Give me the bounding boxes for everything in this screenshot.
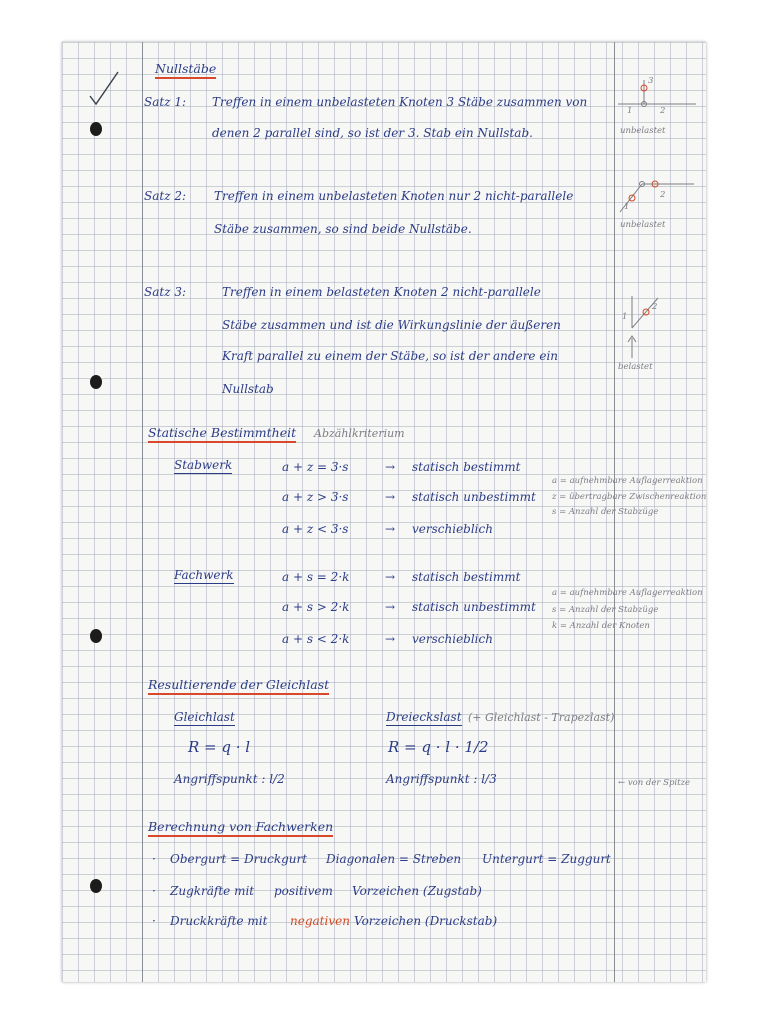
fachwerk-label: Fachwerk	[174, 568, 234, 582]
dreieckslast-label: Dreieckslast	[386, 710, 462, 724]
nullstaebe-heading: Nullstäbe	[155, 62, 216, 76]
stabwerk-equation: a + z > 3·s	[282, 490, 349, 504]
satz3-text-line: Kraft parallel zu einem der Stäbe, so ist der andere ein	[222, 349, 559, 363]
truss-node-sketch-2	[618, 176, 698, 221]
fachwerk-result: verschieblich	[412, 632, 493, 646]
sketch-node-number: 1	[622, 312, 628, 322]
fachwerk-equation: a + s < 2·k	[282, 632, 350, 646]
satz1-text-line: Treffen in einem unbelasteten Knoten 3 Stäbe zusammen von	[212, 95, 588, 109]
fachwerk-legend-line: a = aufnehmbare Auflagerreaktion	[552, 588, 703, 598]
sketch-node-number: 2	[652, 302, 658, 312]
punch-hole	[90, 375, 102, 389]
arrow-icon: →	[385, 490, 396, 504]
dreieckslast-note: (+ Gleichlast - Trapezlast)	[468, 711, 615, 724]
sketch-caption: belastet	[618, 362, 653, 372]
fachwerk-legend-line: s = Anzahl der Stabzüge	[552, 605, 659, 615]
stabwerk-legend-line: a = aufnehmbare Auflagerreaktion	[552, 476, 703, 486]
dreieckslast-formula: R = q · l · 1/2	[388, 738, 489, 756]
satz1-label: Satz 1:	[144, 95, 187, 109]
fachwerk-equation: a + s = 2·k	[282, 570, 350, 584]
fachwerk-result: statisch bestimmt	[412, 570, 521, 584]
stabwerk-result: statisch bestimmt	[412, 460, 521, 474]
bullet-icon: ·	[152, 914, 156, 928]
bullet-text: Untergurt = Zuggurt	[482, 852, 611, 866]
truss-node-sketch-3	[618, 294, 698, 364]
fachwerk-result: statisch unbestimmt	[412, 600, 536, 614]
bullet-text: Obergurt = Druckgurt	[170, 852, 308, 866]
satz3-text-line: Stäbe zusammen und ist die Wirkungslinie der äußeren	[222, 318, 561, 332]
satz1-text-line: denen 2 parallel sind, so ist der 3. Stab ein Nullstab.	[212, 126, 533, 140]
satz3-text-line: Nullstab	[222, 382, 274, 396]
stabwerk-result: statisch unbestimmt	[412, 490, 536, 504]
bullet-text: Diagonalen = Streben	[326, 852, 462, 866]
statik-subtitle: Abzählkriterium	[314, 427, 405, 440]
truss-node-sketch-1	[618, 76, 698, 126]
sketch-node-number: 1	[627, 106, 633, 116]
arrow-icon: →	[385, 600, 396, 614]
gleichlast-heading: Resultierende der Gleichlast	[148, 678, 329, 692]
stabwerk-legend-line: s = Anzahl der Stabzüge	[552, 507, 659, 517]
fachwerk-equation: a + s > 2·k	[282, 600, 350, 614]
side-note: ← von der Spitze	[618, 778, 691, 788]
arrow-icon: →	[385, 460, 396, 474]
notebook-page	[62, 42, 706, 982]
sketch-caption: unbelastet	[620, 220, 666, 230]
arrow-icon: →	[385, 632, 396, 646]
sketch-caption: unbelastet	[620, 126, 666, 136]
sketch-node-number: 2	[660, 190, 666, 200]
arrow-icon: →	[385, 522, 396, 536]
punch-hole	[90, 879, 102, 893]
stabwerk-result: verschieblich	[412, 522, 493, 536]
punch-hole	[90, 122, 102, 136]
bullet-text-highlight: positivem	[274, 884, 333, 898]
arrow-icon: →	[385, 570, 396, 584]
stabwerk-equation: a + z = 3·s	[282, 460, 349, 474]
dreieckslast-angriffspunkt: Angriffspunkt : l/3	[386, 772, 497, 786]
statik-heading: Statische Bestimmtheit	[148, 426, 296, 440]
gleichlast-angriffspunkt: Angriffspunkt : l/2	[174, 772, 285, 786]
check-mark-icon	[88, 70, 120, 106]
bullet-icon: ·	[152, 884, 156, 898]
bullet-text: Vorzeichen (Zugstab)	[352, 884, 482, 898]
sketch-node-number: 3	[648, 76, 654, 86]
bullet-text: Zugkräfte mit	[170, 884, 255, 898]
satz3-text-line: Treffen in einem belasteten Knoten 2 nicht-parallele	[222, 285, 541, 299]
satz2-text-line: Treffen in einem unbelasteten Knoten nur 2 nicht-parallele	[214, 189, 574, 203]
gleichlast-label: Gleichlast	[174, 710, 235, 724]
bullet-text-highlight: negativen	[290, 914, 350, 928]
bullet-text: Vorzeichen (Druckstab)	[354, 914, 498, 928]
satz3-label: Satz 3:	[144, 285, 187, 299]
bullet-text: Druckkräfte mit	[170, 914, 268, 928]
sketch-node-number: 1	[624, 202, 630, 212]
gleichlast-formula: R = q · l	[188, 738, 251, 756]
stabwerk-equation: a + z < 3·s	[282, 522, 349, 536]
left-margin-line	[142, 42, 143, 982]
stabwerk-label: Stabwerk	[174, 458, 233, 472]
satz2-text-line: Stäbe zusammen, so sind beide Nullstäbe.	[214, 222, 472, 236]
satz2-label: Satz 2:	[144, 189, 187, 203]
bullet-icon: ·	[152, 852, 156, 866]
fachwerke-heading: Berechnung von Fachwerken	[148, 820, 333, 834]
fachwerk-legend-line: k = Anzahl der Knoten	[552, 621, 650, 631]
stabwerk-legend-line: z = übertragbare Zwischenreaktion	[552, 492, 707, 502]
sketch-node-number: 2	[660, 106, 666, 116]
punch-hole	[90, 629, 102, 643]
